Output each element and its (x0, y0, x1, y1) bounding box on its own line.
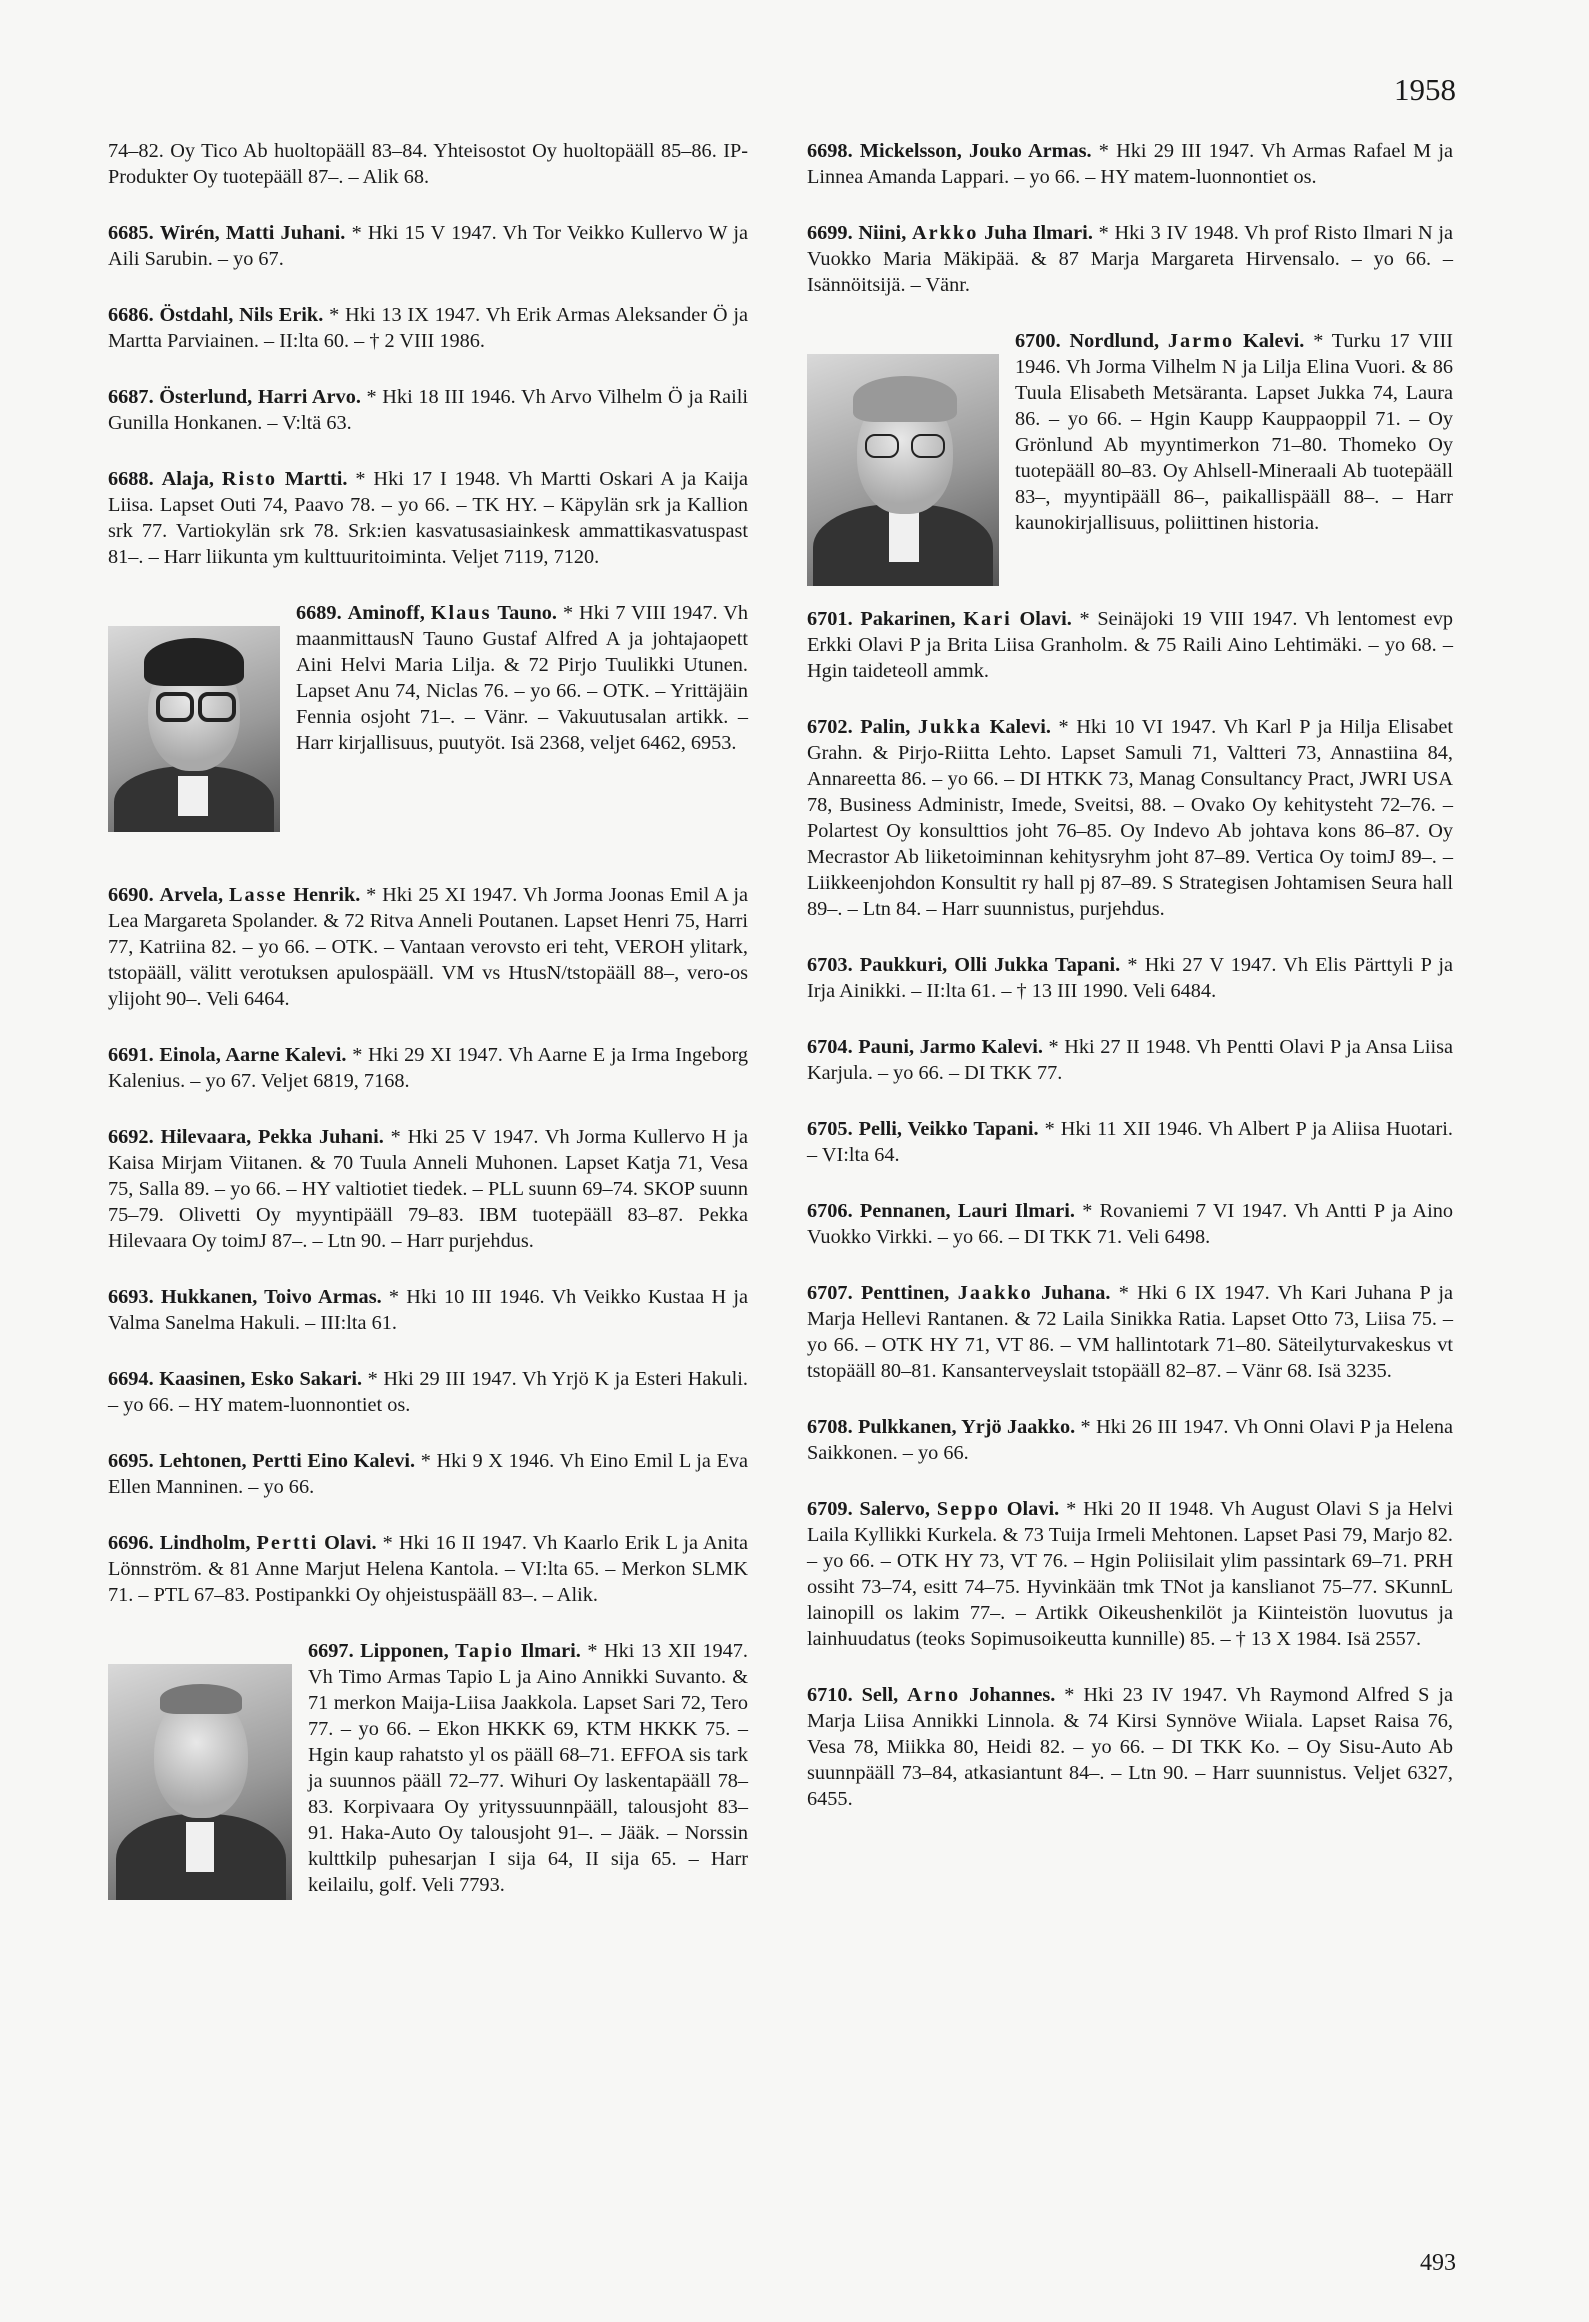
entry-6704: 6704. Pauni, Jarmo Kalevi. * Hki 27 II 1948. Vh Pentti Olavi P ja Ansa Liisa Karjula. – yo 66. – DI TKK 77. (807, 1036, 1454, 1084)
entry-6685: 6685. Wirén, Matti Juhani. * Hki 15 V 1947. Vh Tor Veikko Kullervo W ja Aili Sarubin. – yo 67. (108, 222, 749, 270)
right-column (807, 138, 1453, 1842)
entry-6708: 6708. Pulkkanen, Yrjö Jaakko. * Hki 26 III 1947. Vh Onni Olavi P ja Helena Saikkonen. – yo 66. (807, 1416, 1453, 1464)
portrait-photo-nordlund (807, 354, 999, 586)
entry-6702: 6702. Palin, Jukka Kalevi. * Hki 10 VI 1947. Vh Karl P ja Hilja Elisabet Grahn. & Pirjo-Riitta Lehto. Lapset Samuli 71, Valtteri 73, Annastiina 84, Annareetta 86. – yo 66. – DI HTKK 73, Manag Consultancy Pract, JWRI USA 78, Business Administr, Imede, Sveitsi, 88. – Ovako Oy kehitysteht 72–76. – Polartest Oy konsulttios joht 76–85. Oy Indevo Ab johtava kons 86–87. Oy Mecrastor Ab liiketoiminnan kehitysryhm joht 87–89. Vertica Oy toimJ 89–. – Liikkeenjohdon Konsultit ry hall pj 87–89. S Strategisen Johtamisen Seura hall 89–. – Ltn 84. – Harr suunnistus, purjehdus. (807, 716, 1453, 920)
entry-6705: 6705. Pelli, Veikko Tapani. * Hki 11 XII 1946. Vh Albert P ja Aliisa Huotari. – VI:lta 64. (807, 1118, 1453, 1166)
entry-6710: 6710. Sell, Arno Johannes. * Hki 23 IV 1947. Vh Raymond Alfred S ja Marja Liisa Annikki Linnola. & 74 Kirsi Synnöve Wiiala. Lapset Raisa 76, Vesa 78, Miikka 80, Heidi 82. – yo 66. – DI TKK Ko. – Oy Sisu-Auto Ab suunnpääll 73–84, atkasiantunt 84–. – Ltn 90. – Harr suunnistus. Veljet 6327, 6455. (807, 1684, 1453, 1810)
entry-6690: 6690. Arvela, Lasse Henrik. * Hki 25 XI 1947. Vh Jorma Joonas Emil A ja Lea Margareta Spolander. & 72 Ritva Anneli Poutanen. Lapset Henri 75, Harri 77, Katriina 82. – yo 66. – OTK. – Vantaan verovsto eri teht, VEROH ylitark, tstopääll, välitt verotuksen apulospääll. VM vs HtusN/tstopääll 88–, vero-os ylijoht 90–. Veli 6464. (108, 884, 749, 1010)
entry-6694: 6694. Kaasinen, Esko Sakari. * Hki 29 III 1947. Vh Yrjö K ja Esteri Hakuli. – yo 66. – HY matem-luonnontiet os. (108, 1368, 748, 1416)
entry-6706: 6706. Pennanen, Lauri Ilmari. * Rovaniemi 7 VI 1947. Vh Antti P ja Aino Vuokko Virkki. – yo 66. – DI TKK 71. Veli 6498. (807, 1200, 1453, 1248)
continuation-text: 74–82. Oy Tico Ab huoltopääll 83–84. Yhteisostot Oy huoltopääll 85–86. IP-Produkter Oy tuotepääll 87–. – Alik 68. (108, 140, 748, 188)
page-number-top: 1958 (1394, 72, 1456, 107)
entry-6695: 6695. Lehtonen, Pertti Eino Kalevi. * Hki 9 X 1946. Vh Eino Emil L ja Eva Ellen Manninen. – yo 66. (108, 1450, 748, 1498)
entry-6703: 6703. Paukkuri, Olli Jukka Tapani. * Hki 27 V 1947. Vh Elis Pärttyli P ja Irja Ainikki. – II:lta 61. – † 13 III 1990. Veli 6484. (807, 954, 1453, 1002)
entry-6693: 6693. Hukkanen, Toivo Armas. * Hki 10 III 1946. Vh Veikko Kustaa H ja Valma Sanelma Hakuli. – III:lta 61. (108, 1286, 748, 1334)
portrait-photo-lipponen (108, 1664, 292, 1900)
entry-6689: 6689. Aminoff, Klaus Tauno. * Hki 7 VIII 1947. Vh maanmittausN Tauno Gustaf Alfred A ja johtajaopett Aini Helvi Maria Lilja. & 72 Pirjo Tuulikki Utunen. Lapset Anu 74, Niclas 76. – yo 66. – OTK. – Yrittäjäin Fennia osjoht 71–. – Vänr. – Vakuutusalan artikk. – Harr kirjallisuus, puutyöt. Isä 2368, veljet 6462, 6953. (108, 600, 748, 756)
entry-6696: 6696. Lindholm, Pertti Olavi. * Hki 16 II 1947. Vh Kaarlo Erik L ja Anita Lönnström. & 81 Anne Marjut Helena Kantola. – VI:lta 65. – Merkon SLMK 71. – PTL 67–83. Postipankki Oy ohjeistuspääll 83–. – Alik. (108, 1532, 749, 1606)
entry-6691: 6691. Einola, Aarne Kalevi. * Hki 29 XI 1947. Vh Aarne E ja Irma Ingeborg Kalenius. – yo 67. Veljet 6819, 7168. (108, 1044, 749, 1092)
entry-6707: 6707. Penttinen, Jaakko Juhana. * Hki 6 IX 1947. Vh Kari Juhana P ja Marja Hellevi Rantanen. & 72 Laila Sinikka Ratia. Lapset Otto 73, Liisa 75. – yo 66. – OTK HY 71, VT 86. – VM hallintotark 71–80. Säteilyturvakeskus vt tstopääll 80–81. Kansanterveyslait tstopääll 82–87. – Vänr 68. Isä 3235. (807, 1282, 1454, 1382)
page-number-bottom: 493 (1420, 2250, 1456, 2276)
left-column (108, 138, 748, 1928)
portrait-photo-aminoff (108, 626, 280, 832)
entry-6698: 6698. Mickelsson, Jouko Armas. * Hki 29 III 1947. Vh Armas Rafael M ja Linnea Amanda Lappari. – yo 66. – HY matem-luonnontiet os. (807, 140, 1453, 188)
entry-6700: 6700. Nordlund, Jarmo Kalevi. * Turku 17 VIII 1946. Vh Jorma Vilhelm N ja Lilja Elina Vuori. & 86 Tuula Elisabeth Metsäranta. Lapset Jukka 74, Laura 86. – yo 66. – Hgin Kaupp Kauppaoppil 71. – Oy Grönlund Ab myyntimerkon 71–80. Thomeko Oy tuotepääll 80–83. Oy Ahlsell-Mineraali Ab tuotepääll 83–, myyntipääll 86–, paikallispääll 88–. – Harr kaunokirjallisuus, poliittinen historia. (807, 328, 1453, 536)
entry-6699: 6699. Niini, Arkko Juha Ilmari. * Hki 3 IV 1948. Vh prof Risto Ilmari N ja Vuokko Maria Mäkipää. & 87 Marja Margareta Hirvensalo. – yo 66. – Isännöitsijä. – Vänr. (807, 222, 1453, 296)
entry-6709: 6709. Salervo, Seppo Olavi. * Hki 20 II 1948. Vh August Olavi S ja Helvi Laila Kyllikki Kurkela. & 73 Tuija Irmeli Mehtonen. Lapset Pasi 79, Marjo 82. – yo 66. – OTK HY 73, VT 76. – Hgin Poliisilait ylim passintark 69–71. PRH ossiht 73–74, esitt 74–75. Hyvinkään tmk TNot ja kanslianot 75–77. SKunnL lainopill os lakim 77–. – Artikk Oikeushenkilöt ja Kiinteistön luovutus ja lainhuudatus (teoks Sopimusoikeutta kunnille) 85. – † 13 X 1984. Isä 2557. (807, 1498, 1453, 1650)
entry-6701: 6701. Pakarinen, Kari Olavi. * Seinäjoki 19 VIII 1947. Vh lentomest evp Erkki Olavi P ja Brita Liisa Granholm. & 75 Raili Aino Lehtimäki. – yo 68. – Hgin taideteoll ammk. (807, 608, 1453, 682)
entry-6686: 6686. Östdahl, Nils Erik. * Hki 13 IX 1947. Vh Erik Armas Aleksander Ö ja Martta Parviainen. – II:lta 60. – † 2 VIII 1986. (108, 304, 748, 352)
entry-6687: 6687. Österlund, Harri Arvo. * Hki 18 III 1946. Vh Arvo Vilhelm Ö ja Raili Gunilla Honkanen. – V:ltä 63. (108, 386, 749, 434)
entry-6697: 6697. Lipponen, Tapio Ilmari. * Hki 13 XII 1947. Vh Timo Armas Tapio L ja Aino Annikki Suvanto. & 71 merkon Maija-Liisa Jaakkola. Lapset Sari 72, Tero 77. – yo 66. – Ekon HKKK 69, KTM HKKK 75. – Hgin kaup rahatsto yl os pääll 68–71. EFFOA sis tark ja suunnos pääll 72–77. Wihuri Oy laskentapääll 78–83. Korpivaara Oy yrityssuunnpääll, talousjoht 83–91. Haka-Auto Oy talousjoht 91–. – Jääk. – Norssin kulttkilp puhesarjan I sija 64, II sija 65. – Harr keilailu, golf. Veli 7793. (108, 1638, 748, 1898)
entry-6692: 6692. Hilevaara, Pekka Juhani. * Hki 25 V 1947. Vh Jorma Kullervo H ja Kaisa Mirjam Viitanen. & 70 Tuula Anneli Muhonen. Lapset Katja 71, Vesa 75, Salla 89. – yo 66. – HY valtiotiet tiedek. – PLL suunn 69–74. SKOP suunn 75–79. Olivetti Oy myyntipääll 79–83. IBM tuotepääll 83–87. Pekka Hilevaara Oy toimJ 87–. – Ltn 90. – Harr purjehdus. (108, 1126, 749, 1252)
entry-6688: 6688. Alaja, Risto Martti. * Hki 17 I 1948. Vh Martti Oskari A ja Kaija Liisa. Lapset Outi 74, Paavo 78. – yo 66. – TK HY. – Käpylän srk ja Kallion srk 77. Vartiokylän srk 78. Srk:ien kasvatusasiainkesk ammattikasvatuspast 81–. – Harr liikunta ym kulttuuritoiminta. Veljet 7119, 7120. (108, 468, 749, 568)
